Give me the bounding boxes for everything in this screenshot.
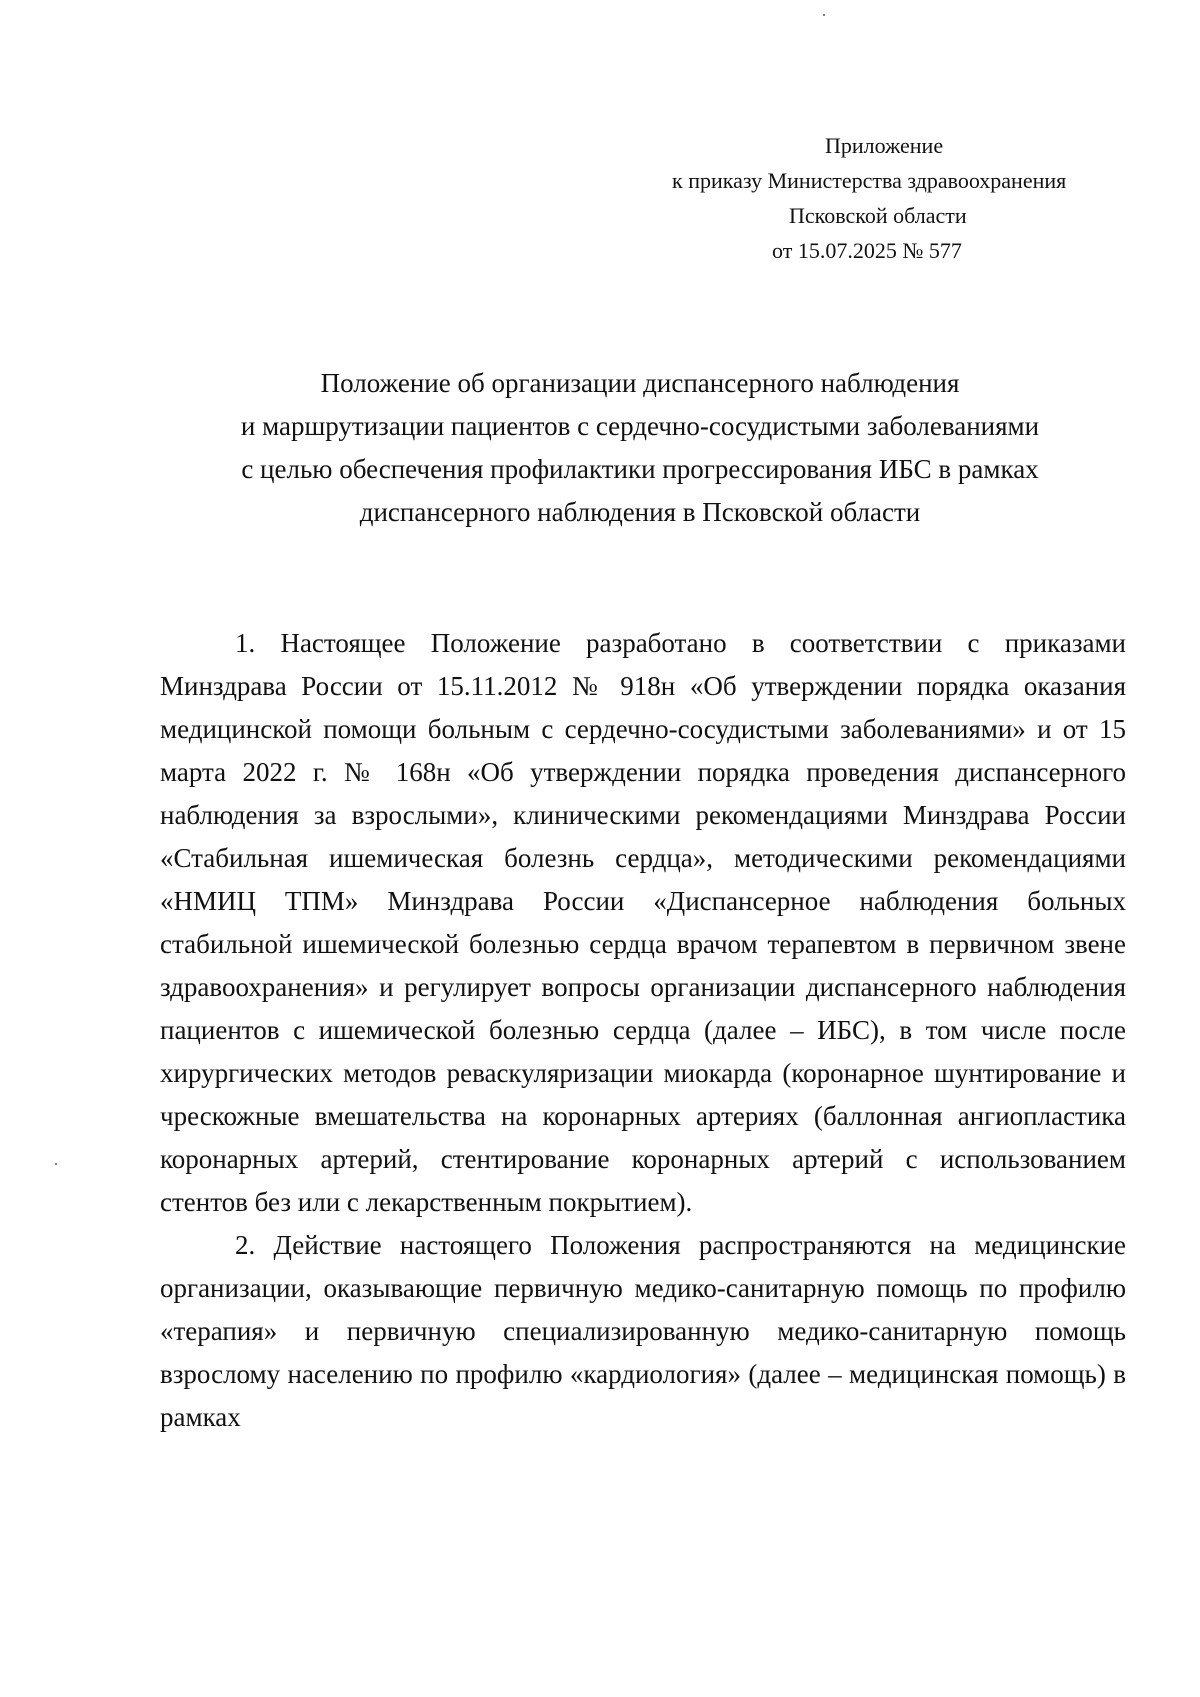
title-line-2: и маршрутизации пациентов с сердечно-сосудистыми заболеваниями [240, 411, 1040, 441]
document-title [160, 362, 1120, 534]
title-line-3: с целью обеспечения профилактики прогрессирования ИБС в рамках [241, 454, 1039, 484]
scan-speck [55, 1163, 57, 1165]
appendix-header [640, 128, 1140, 268]
title-line-1: Положение об организации диспансерного наблюдения [320, 368, 960, 398]
appendix-line-order: к приказу Министерства здравоохранения [672, 168, 1067, 193]
appendix-line-title: Приложение [825, 133, 944, 158]
paragraph-1: 1. Настоящее Положение разработано в соответствии с приказами Минздрава России от 15.11.2012 № 918н «Об утверждении порядка оказания медицинской помощи больным с сердечно-сосудистыми заболеваниями» и от 15 марта 2022 г. № 168н «Об утверждении порядка проведения диспансерного наблюдения за взрослыми», клиническими рекомендациями Минздрава России «Стабильная ишемическая болезнь сердца», методическими рекомендациями «НМИЦ ТПМ» Минздрава России «Диспансерное наблюдения больных стабильной ишемической болезнью сердца врачом терапевтом в первичном звене здравоохранения» и регулирует вопросы организации диспансерного наблюдения пациентов с ишемической болезнью сердца (далее – ИБС), в том числе после хирургических методов реваскуляризации миокарда (коронарное шунтирование и чрескожные вмешательства на коронарных артериях (баллонная ангиопластика коронарных артерий, стентирование коронарных артерий с использованием стентов без или с лекарственным покрытием). [160, 628, 1126, 1217]
paragraph-2: 2. Действие настоящего Положения распространяются на медицинские организации, оказывающие первичную медико-санитарную помощь по профилю «терапия» и первичную специализированную медико-санитарную помощь взрослому населению по профилю «кардиология» (далее – медицинская помощь) в рамках [160, 1230, 1126, 1432]
title-line-4: диспансерного наблюдения в Псковской области [359, 497, 921, 527]
appendix-line-region: Псковской области [789, 203, 967, 228]
document-body [160, 622, 1126, 1439]
scan-speck [823, 14, 825, 16]
appendix-line-date-number: от 15.07.2025 № 577 [772, 238, 962, 263]
